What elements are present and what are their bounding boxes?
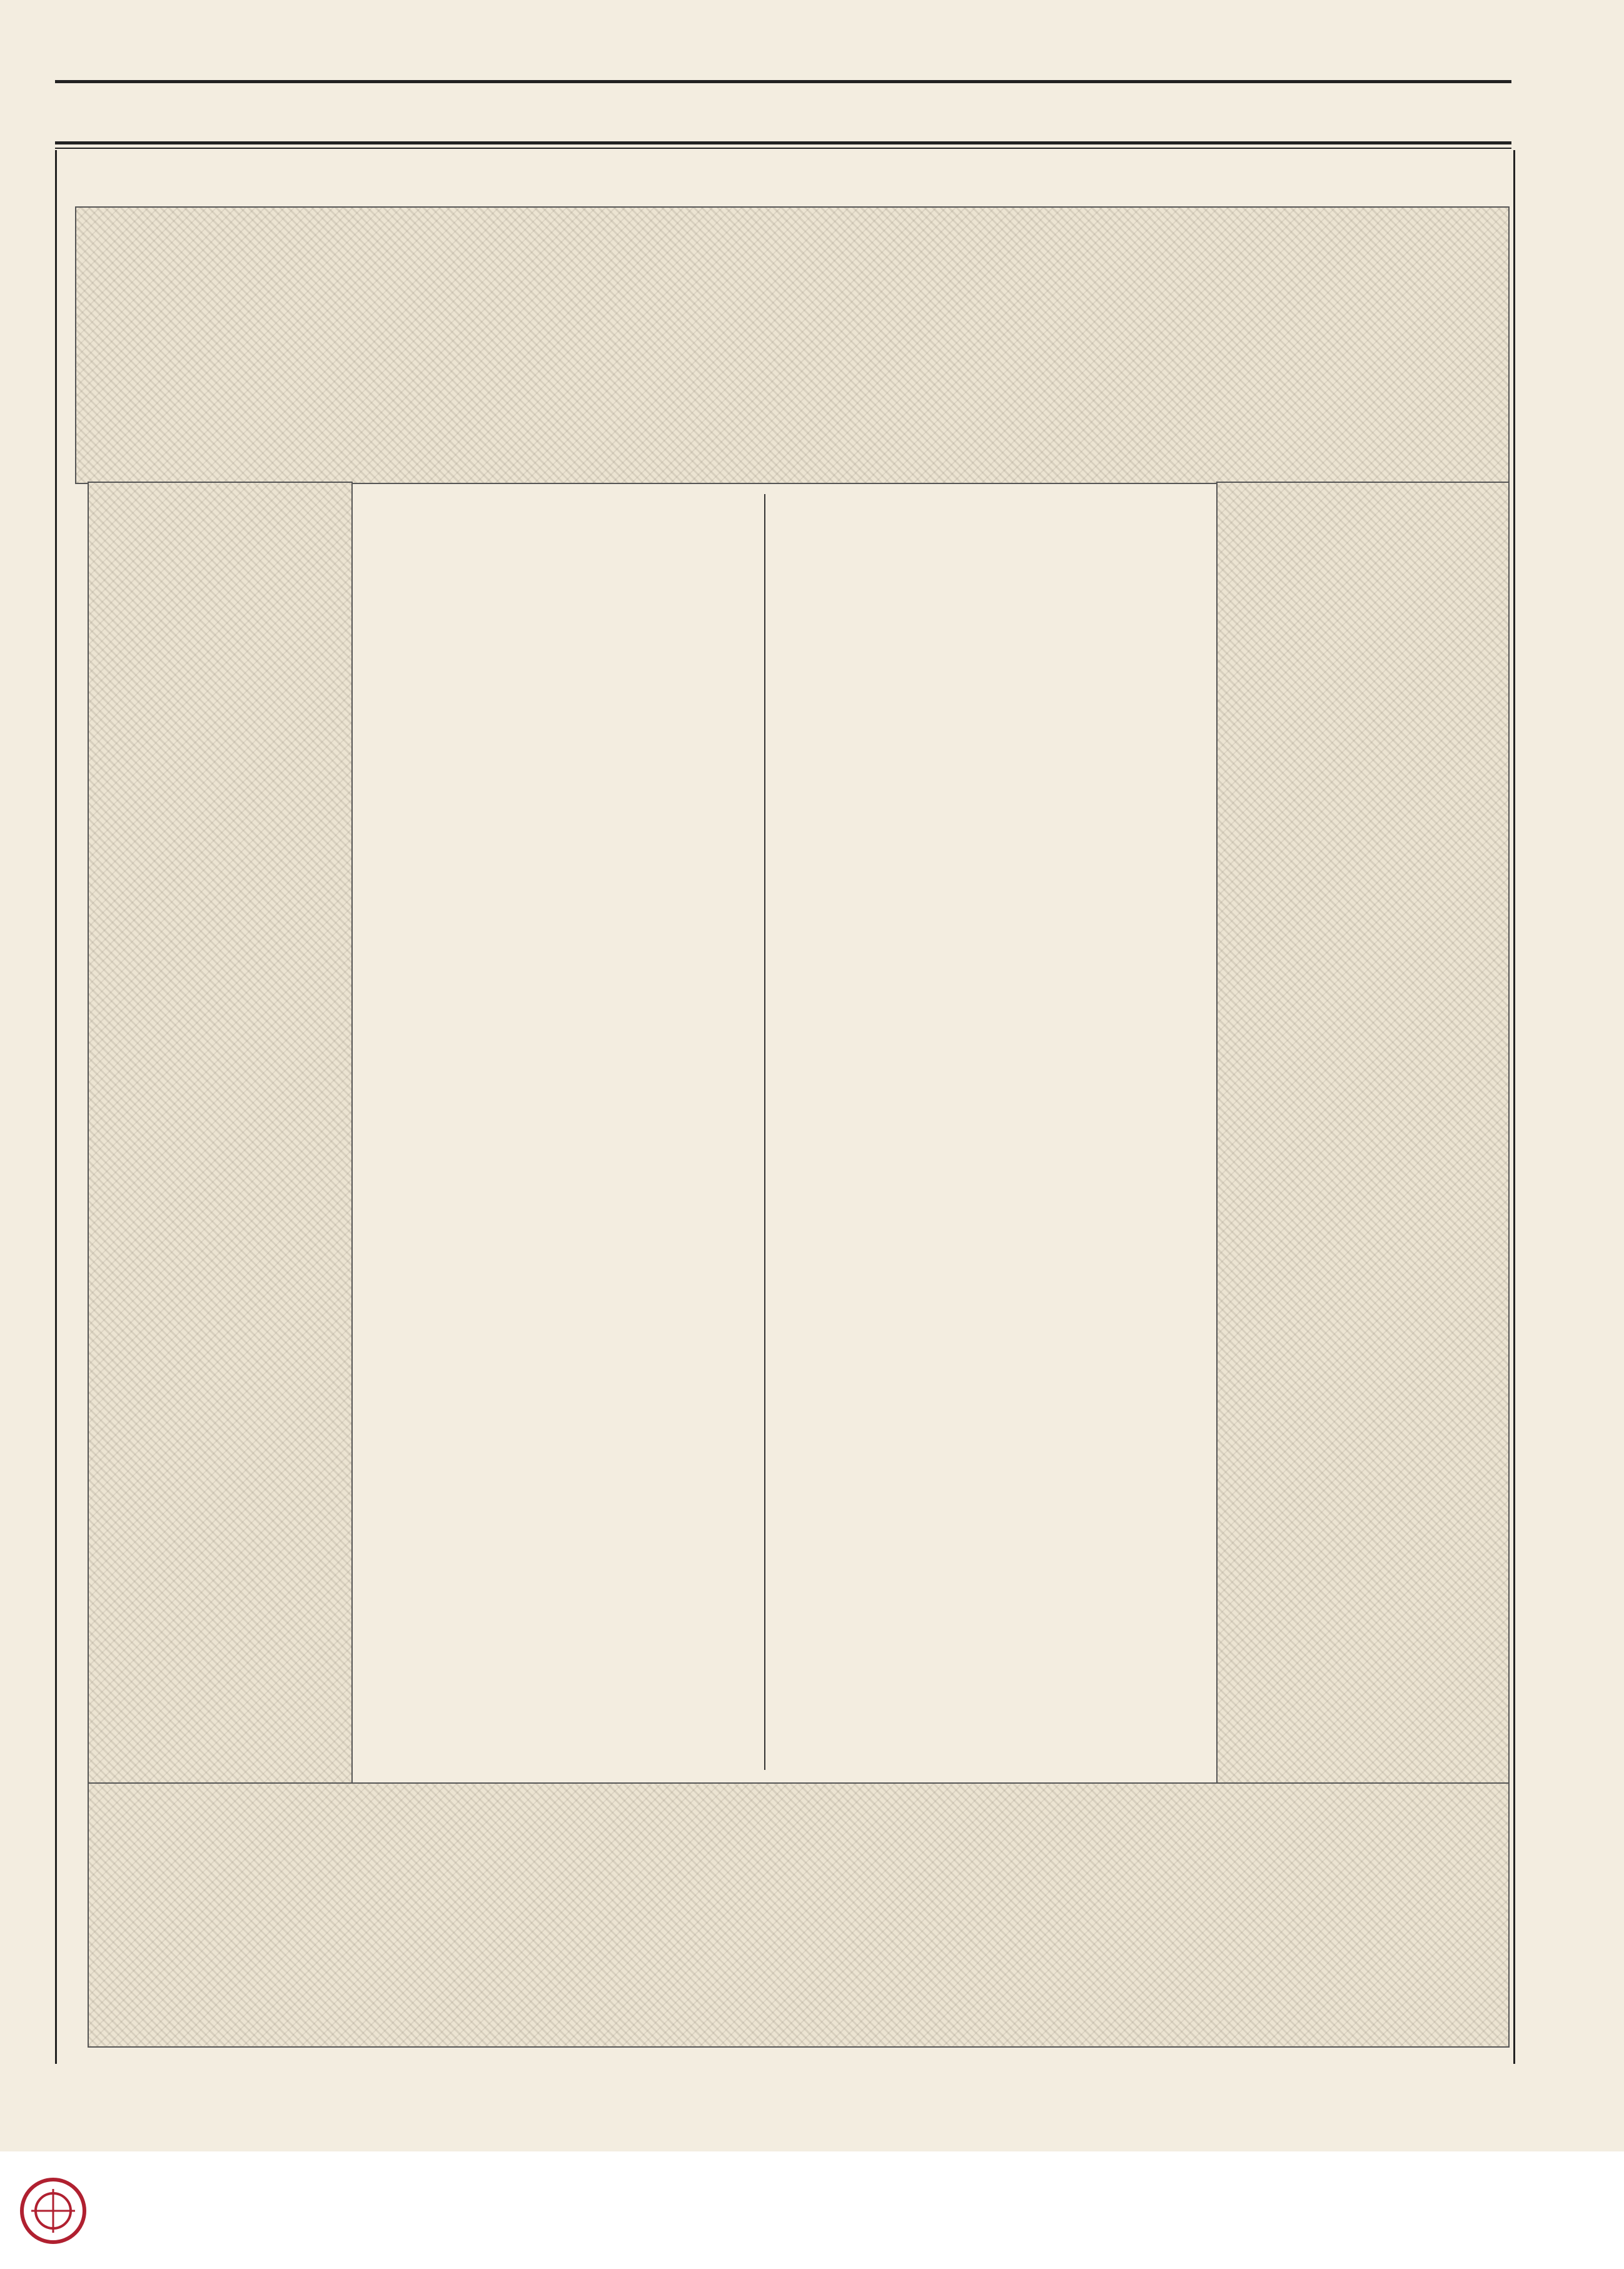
header-rule-bottom bbox=[55, 141, 1511, 144]
university-seal-icon bbox=[19, 2176, 88, 2245]
header-rule-bottom-thin bbox=[55, 148, 1511, 149]
crowd-figures-bottom bbox=[89, 1784, 1508, 2046]
illustration-bottom-scene bbox=[88, 1782, 1510, 2048]
header-rule-top bbox=[55, 80, 1511, 83]
university-library-logo bbox=[19, 2176, 101, 2245]
illustration-left-border bbox=[88, 482, 353, 1785]
illustration-right-border bbox=[1216, 482, 1510, 1785]
column-divider bbox=[764, 494, 765, 1770]
figures-left-border bbox=[89, 483, 351, 1784]
figures-right-border bbox=[1218, 483, 1508, 1784]
illustration-top-crowd bbox=[75, 206, 1510, 484]
crowd-figures-top bbox=[76, 208, 1508, 483]
digitization-footer bbox=[0, 2151, 1624, 2269]
